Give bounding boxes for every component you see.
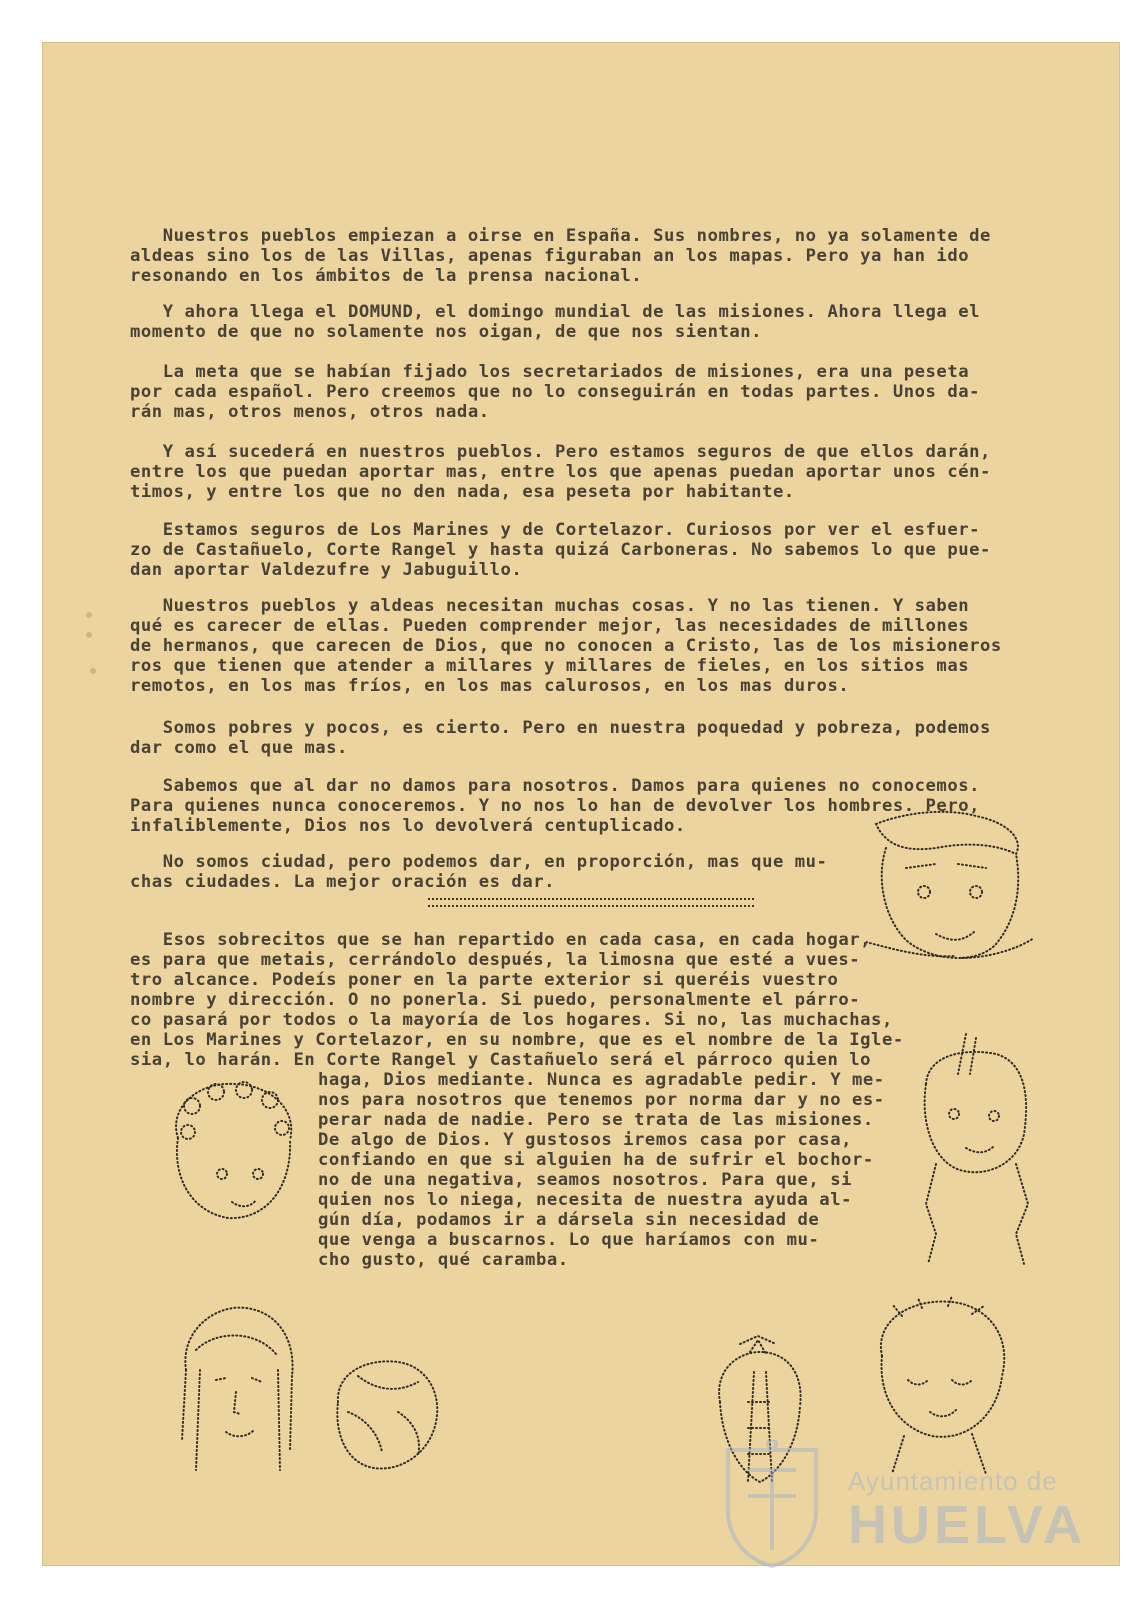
- city-council-watermark: [712, 1440, 1092, 1570]
- punch-hole: [90, 668, 96, 674]
- paragraph-pueblos-espana: Nuestros pueblos empiezan a oirse en España. Sus nombres, no ya solamente de aldeas sino los de las Villas, apenas figuraban an los mapas. Pero ya han ido resonando en los ámbitos de la prensa nacional.: [130, 226, 991, 286]
- watermark-line1: Ayuntamiento de: [848, 1466, 1058, 1496]
- paragraph-pobres-pocos: Somos pobres y pocos, es cierto. Pero en nuestra poquedad y pobreza, podemos dar como el que mas.: [130, 718, 991, 758]
- paragraph-pedir: haga, Dios mediante. Nunca es agradable pedir. Y me- nos para nosotros que tenemos por norma dar y no es- perar nada de nadie. Pero se trata de las misiones. De algo de Dios. Y gustosos iremos casa por casa, confiando en que si alguien ha de sufrir el bochor- no de una negativa, seamos nosotros. Para que, si quien nos lo niega, necesita de nuestra ayuda al- gún día, podamos ir a dársela sin necesidad de que venga a buscarnos. Lo que haríamos con mu- cho gusto, qué caramba.: [318, 1070, 885, 1270]
- paragraph-necesidades: Nuestros pueblos y aldeas necesitan muchas cosas. Y no las tienen. Y saben qué es carecer de ellas. Pueden comprender mejor, las necesidades de millones de hermanos, que carecen de Dios, que no conocen a Cristo, las de los misioneros ros que tienen que atender a millares y millares de fieles, en los sitios mas remotos, en los mas fríos, en los mas calurosos, en los mas duros.: [130, 596, 1002, 696]
- coat-of-arms-icon: [712, 1440, 832, 1570]
- watermark-line2: HUELVA: [848, 1495, 1086, 1555]
- paragraph-meta-peseta: La meta que se habían fijado los secretariados de misiones, era una peseta por cada español. Pero creemos que no lo conseguirán en todas partes. Unos da- rán mas, otros menos, otros nada.: [130, 362, 981, 422]
- paragraph-sobrecitos: Esos sobrecitos que se han repartido en cada casa, en cada hogar, es para que metais, cerrándolo después, la limosna que esté a vues- tro alcance. Podeís poner en la parte exterior si queréis vuestro nombre y dirección. O no ponerla. Si puedo, personalmente el párro- co pasará por todos o la mayoría de los hogares. Si no, las muchachas, en Los Marines y Cortelazor, en su nombre, que es el nombre de la Igle- sia, lo harán. En Corte Rangel y Castañuelo será el párroco quien lo: [130, 930, 904, 1070]
- paragraph-nuestros-pueblos: Y así sucederá en nuestros pueblos. Pero estamos seguros de que ellos darán, entre los que puedan aportar mas, entre los que apenas puedan aportar unos cén- timos, y entre los que no den nada, esa peseta por habitante.: [130, 442, 991, 502]
- paragraph-ciudad: No somos ciudad, pero podemos dar, en proporción, mas que mu- chas ciudades. La mejor oración es dar.: [130, 852, 828, 892]
- child-face-braids-drawing: [906, 1014, 1036, 1274]
- paragraph-domund: Y ahora llega el DOMUND, el domingo mundial de las misiones. Ahora llega el momento de que no solamente nos oigan, de que nos sientan.: [130, 302, 981, 342]
- section-divider: [428, 898, 754, 907]
- child-head-back-drawing: [318, 1352, 448, 1482]
- girl-face-long-hair-drawing: [166, 1300, 306, 1480]
- punch-hole: [86, 632, 92, 638]
- child-face-curly-hair-drawing: [158, 1078, 308, 1228]
- paragraph-sabemos-dar: Sabemos que al dar no damos para nosotros. Damos para quienes no conocemos. Para quienes nunca conoceremos. Y no nos lo han de devolver los hombres. Pero, infaliblemente, Dios nos lo devolverá centuplicado.: [130, 776, 981, 836]
- punch-hole: [86, 612, 92, 618]
- paragraph-marines-cortelazor: Estamos seguros de Los Marines y de Cortelazor. Curiosos por ver el esfuer- zo de Castañuelo, Corte Rangel y hasta quizá Carboneras. No sabemos lo que pue- dan aportar Valdezufre y Jabuguillo.: [130, 520, 991, 580]
- child-face-cap-drawing: [866, 808, 1036, 978]
